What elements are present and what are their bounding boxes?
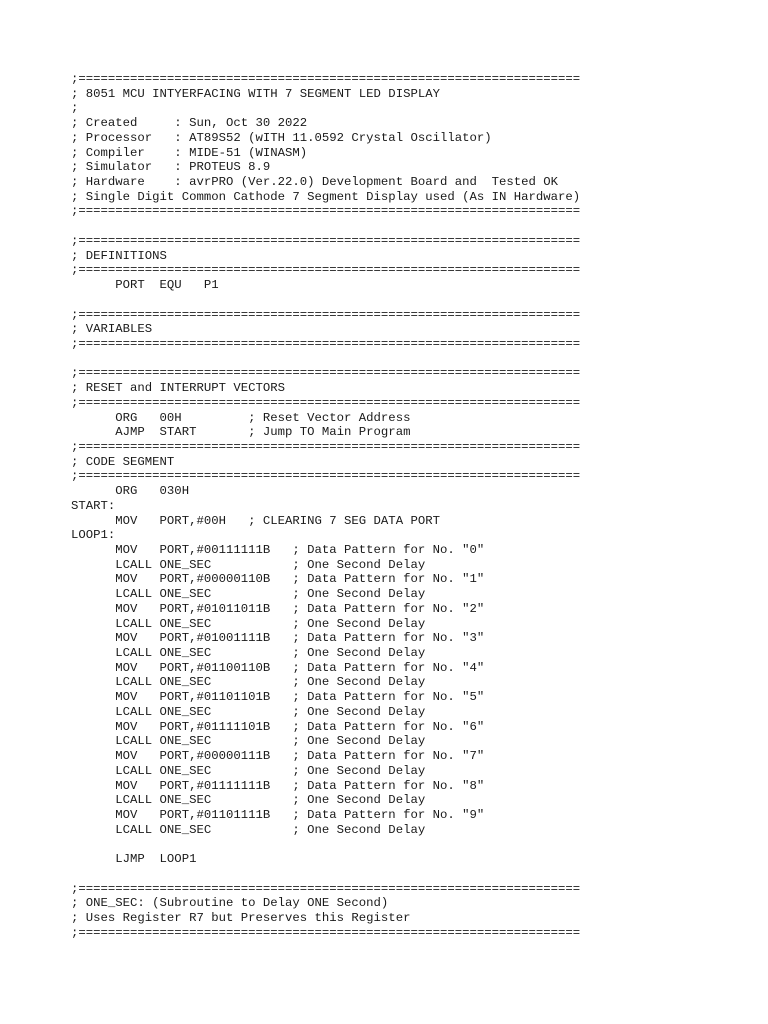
code-line: AJMP START ; Jump TO Main Program <box>71 425 411 440</box>
code-line: ORG 00H ; Reset Vector Address <box>71 410 411 425</box>
code-line <box>71 293 580 308</box>
code-line: LCALL ONE_SEC ; One Second Delay <box>71 616 426 631</box>
code-line: ;==================================================================== <box>71 395 581 410</box>
code-line: ;==================================================================== <box>71 925 581 940</box>
code-line <box>71 219 580 234</box>
code-line: LOOP1: <box>71 528 116 543</box>
code-line: ;==================================================================== <box>71 366 581 381</box>
code-line: ; Uses Register R7 but Preserves this Register <box>71 910 411 925</box>
code-line: ;==================================================================== <box>71 233 581 248</box>
code-line: ; DEFINITIONS <box>71 248 167 263</box>
code-line: ; CODE SEGMENT <box>71 454 175 469</box>
code-line: MOV PORT,#01101111B ; Data Pattern for No. "9" <box>71 807 485 822</box>
code-line: ; <box>71 101 79 116</box>
code-line: ; Single Digit Common Cathode 7 Segment Display used (As IN Hardware) <box>71 189 581 204</box>
code-line: LCALL ONE_SEC ; One Second Delay <box>71 822 426 837</box>
code-line: MOV PORT,#00H ; CLEARING 7 SEG DATA PORT <box>71 513 440 528</box>
code-line: ;==================================================================== <box>71 307 581 322</box>
code-line: ORG 030H <box>71 484 190 499</box>
code-line: LCALL ONE_SEC ; One Second Delay <box>71 675 426 690</box>
code-line: ;==================================================================== <box>71 469 581 484</box>
code-line: MOV PORT,#01011011B ; Data Pattern for No. "2" <box>71 601 485 616</box>
code-line: ; Hardware : avrPRO (Ver.22.0) Development Board and Tested OK <box>71 175 559 190</box>
code-line <box>71 352 580 367</box>
code-line: LJMP LOOP1 <box>71 852 197 867</box>
code-line: MOV PORT,#01001111B ; Data Pattern for No. "3" <box>71 631 485 646</box>
code-line: ; Compiler : MIDE-51 (WINASM) <box>71 145 308 160</box>
code-line: ;==================================================================== <box>71 439 581 454</box>
code-line: MOV PORT,#01111111B ; Data Pattern for No. "8" <box>71 778 485 793</box>
code-line: MOV PORT,#00111111B ; Data Pattern for No. "0" <box>71 543 485 557</box>
code-line: ; Processor : AT89S52 (wITH 11.0592 Crystal Oscillator) <box>71 130 492 145</box>
code-line: ;==================================================================== <box>71 72 581 86</box>
code-line: MOV PORT,#01101101B ; Data Pattern for No. "5" <box>71 690 485 705</box>
code-line: ;==================================================================== <box>71 263 581 278</box>
code-line: PORT EQU P1 <box>71 278 219 293</box>
code-line: LCALL ONE_SEC ; One Second Delay <box>71 793 426 808</box>
code-line: ; VARIABLES <box>71 322 153 337</box>
code-line: LCALL ONE_SEC ; One Second Delay <box>71 763 426 778</box>
code-line <box>71 837 580 852</box>
code-line: LCALL ONE_SEC ; One Second Delay <box>71 557 426 572</box>
code-line: MOV PORT,#00000110B ; Data Pattern for No. "1" <box>71 572 485 587</box>
code-line: ;==================================================================== <box>71 204 581 219</box>
code-line: START: <box>71 498 116 513</box>
code-line: LCALL ONE_SEC ; One Second Delay <box>71 704 426 719</box>
code-line: LCALL ONE_SEC ; One Second Delay <box>71 734 426 749</box>
code-line: ;==================================================================== <box>71 336 581 351</box>
code-line: ; Simulator : PROTEUS 8.9 <box>71 160 271 175</box>
code-line: ; Created : Sun, Oct 30 2022 <box>71 116 308 131</box>
code-line: LCALL ONE_SEC ; One Second Delay <box>71 646 426 661</box>
code-line: MOV PORT,#00000111B ; Data Pattern for No. "7" <box>71 749 485 764</box>
code-line: ; 8051 MCU INTYERFACING WITH 7 SEGMENT LED DISPLAY <box>71 86 440 101</box>
code-line <box>71 867 580 882</box>
code-line: LCALL ONE_SEC ; One Second Delay <box>71 587 426 602</box>
code-line: MOV PORT,#01111101B ; Data Pattern for No. "6" <box>71 719 485 734</box>
code-line: ; ONE_SEC: (Subroutine to Delay ONE Second) <box>71 896 389 911</box>
code-line: ;==================================================================== <box>71 881 581 896</box>
code-line: ; RESET and INTERRUPT VECTORS <box>71 381 286 396</box>
source-code-listing <box>71 72 580 940</box>
code-line: MOV PORT,#01100110B ; Data Pattern for No. "4" <box>71 660 485 675</box>
